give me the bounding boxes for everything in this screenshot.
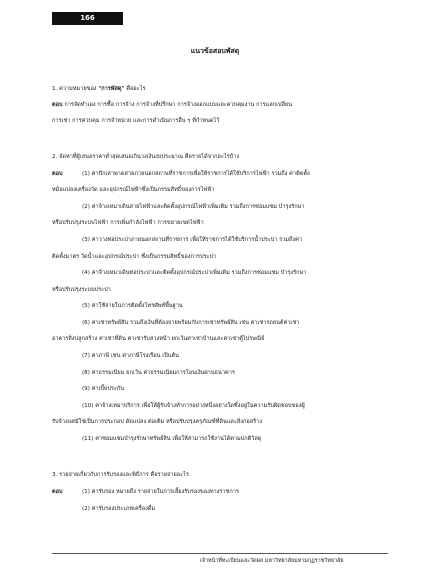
question-3: 3. รายจ่ายเกี่ยวกับการรับรองและพิธีการ คือรายจ่ายอะไร	[52, 472, 189, 478]
answer-1-line-2: การเช่า การควบคุม การจำหน่าย และการดำเนินการอื่น ๆ ที่กำหนดไว้	[52, 118, 220, 124]
question-1	[52, 85, 145, 93]
answer-2-item: หม้อแปลงเครื่องวัด และอุปกรณ์ไฟฟ้าซึ่งเป็นกรรมสิทธิ์ของการไฟฟ้า	[52, 187, 215, 193]
answer-2-item: (3) ค่าวางท่อประปาภายนอกสถานที่ราชการ เพื่อให้ราชการได้ใช้บริการน้ำประปา รวมถึงค่า	[82, 237, 303, 243]
answer-2-item: (2) ค่าจ้างเหมาเดินสายไฟฟ้าและติดตั้งอุปกรณ์ไฟฟ้าเพิ่มเติม รวมถึงการซ่อมแซม บำรุงรักษา	[82, 204, 305, 210]
answer-2-item: (1) ค่าปักเสาพาดสายภายนอกสถานที่ราชการเพื่อให้ราชการได้ใช้บริการไฟฟ้า รวมถึง ค่าติดตั้ง	[82, 171, 310, 177]
question-1-suffix: คืออะไร	[124, 86, 146, 92]
answer-3-item: (1) ค่ารับรอง หมายถึง รายจ่ายในการเลี้ยงรับรองของทางราชการ	[82, 489, 239, 495]
question-1-prefix: 1. ความหมายของ	[52, 86, 99, 92]
answer-3-item: (2) ค่ารับรองประเภทเครื่องดื่ม	[82, 506, 156, 512]
answer-1-text-1: การจัดทำเอง การซื้อ การจ้าง การจ้างที่ปรึกษา การจ้างออกแบบและควบคุมงาน การแลกเปลี่ยน	[62, 102, 293, 108]
answer-2-item: หรือปรับปรุงระบบไฟฟ้า การเพิ่มกำลังไฟฟ้า การขยายเขตไฟฟ้า	[52, 220, 204, 226]
answer-2-line-1	[52, 170, 310, 178]
answer-2-item: (8) ค่าธรรมเนียม ยกเว้น ค่าธรรมเนียมการโอนเงินผ่านธนาคาร	[82, 370, 235, 376]
answer-2-item: อาคารสิ่งปลูกสร้าง ค่าเช่าที่ดิน ค่าเช่ารับล่วงหน้า ยกเว้นค่าเช่าบ้านและค่าเช่าตู้ไปรษณีย์	[52, 336, 265, 342]
answer-2-item: รับจ้างแต่มิใช่เป็นการประกอบ ดัดแปลง ต่อเติม หรือปรับปรุงครุภัณฑ์ที่ดินและสิ่งก่อสร้าง	[52, 419, 263, 425]
answer-2-item: (7) ค่าภาษี เช่น ค่าภาษีโรงเรือน เป็นต้น	[82, 353, 179, 359]
answer-2-item: (5) ค่าใช้จ่ายในการติดตั้งโทรศัพท์พื้นฐาน	[82, 303, 183, 309]
footer-text: เจ้าหน้าที่ทะเบียนและวัดผล มหาวิทยาลัยมหามกุฏราชวิทยาลัย	[200, 558, 344, 564]
page-number-badge: 166	[52, 12, 123, 25]
answer-2-item: (9) ค่าเบี้ยประกัน	[82, 386, 125, 392]
answer-2-item: (6) ค่าเช่าทรัพย์สิน รวมถึงเงินที่ต้องจ่ายพร้อมกับการเช่าทรัพย์สิน เช่น ค่าเช่ารถยนต์ค่าเช่า	[82, 320, 300, 326]
answer-label: ตอบ	[52, 102, 63, 108]
footer-divider	[52, 553, 388, 554]
answer-2-item: (4) ค่าจ้างเหมาเดินท่อประปาและติดตั้งอุปกรณ์ประปาเพิ่มเติม รวมถึงการซ่อมแซม บำรุงรักษา	[82, 270, 307, 276]
answer-1-line-1	[52, 101, 292, 109]
answer-2-item: หรือปรับปรุงระบบประปา	[52, 287, 111, 293]
question-1-term: "การพัสดุ"	[98, 86, 125, 92]
answer-2-item: (10) ค่าจ้างเหมาบริการ เพื่อให้ผู้รับจ้างทำการอย่างหนึ่งอย่างใดซึ่งอยู่ในความรับผิดชอบของผู้	[82, 403, 305, 409]
answer-label: ตอบ	[52, 489, 63, 495]
page-title: แนวข้อสอบพัสดุ	[190, 47, 240, 55]
answer-label: ตอบ	[52, 171, 63, 177]
answer-3-line-1	[52, 488, 239, 496]
answer-2-item: (11) ค่าซ่อมแซมบำรุงรักษาทรัพย์สิน เพื่อให้สามารถใช้งานได้ตามปกติวัสดุ	[82, 436, 262, 442]
answer-2-item: ติดตั้งมาตร วัดน้ำและอุปกรณ์ประปา ซึ่งเป็นกรรมสิทธิ์ของการประปา	[52, 254, 217, 260]
question-2: 2. จัดหาที่ผู้เสนอราคาต่ำสุดเสนอเกินวงเงินงบประมาณ คือรายได้จากอะไรบ้าง	[52, 154, 240, 160]
